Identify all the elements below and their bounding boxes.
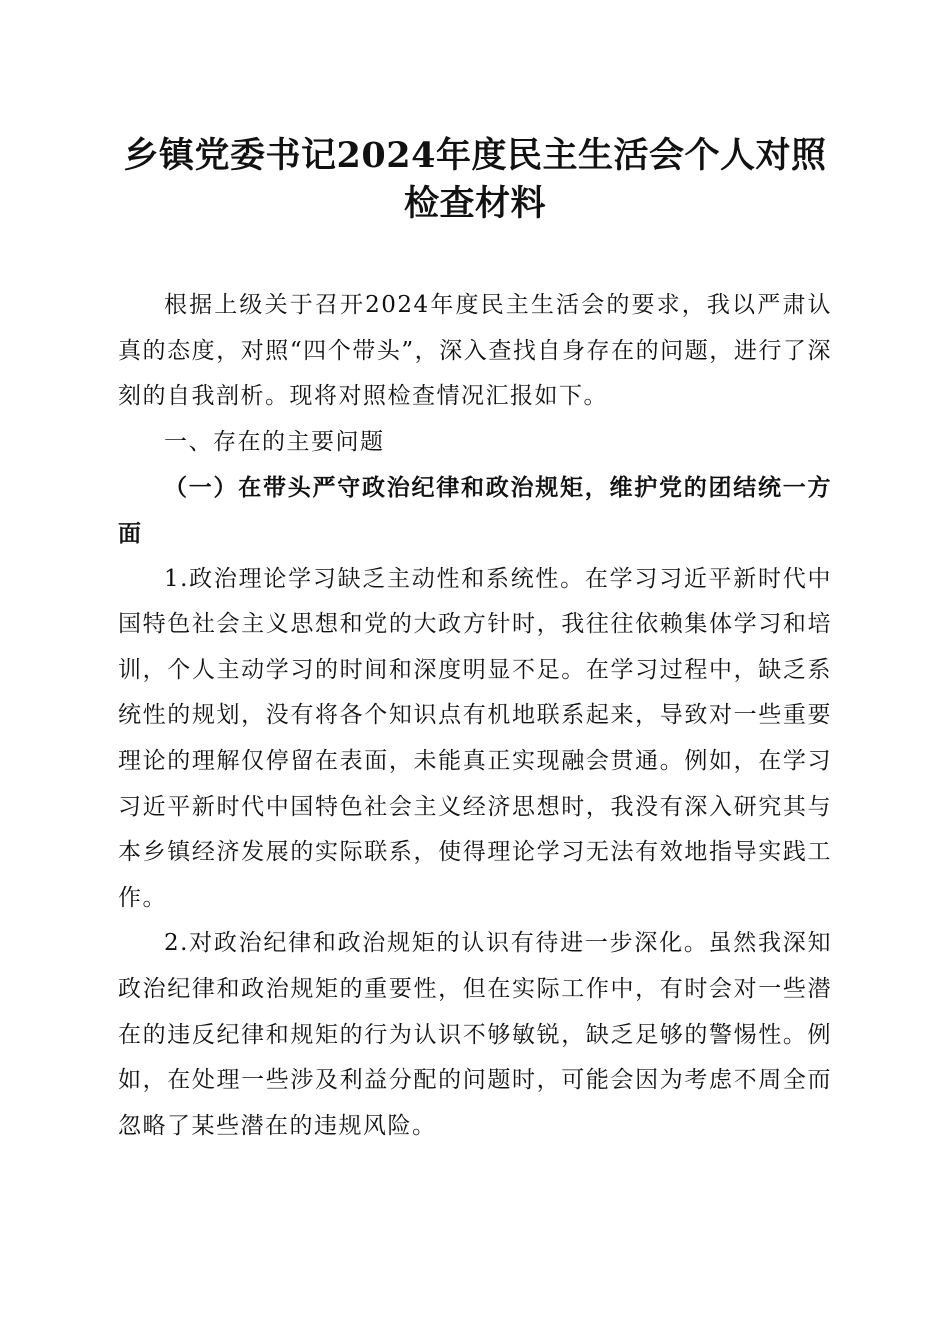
document-body <box>118 283 832 1149</box>
item-paragraph-2: 2.对政治纪律和政治规矩的认识有待进一步深化。虽然我深知政治纪律和政治规矩的重要性，但在实际工作中，有时会对一些潜在的违反纪律和规矩的行为认识不够敏锐，缺乏足够的警惕性。例如，在处理一些涉及利益分配的问题时，可能会因为考虑不周全而忽略了某些潜在的违规风险。 <box>118 930 832 1139</box>
item-paragraph-1: 1.政治理论学习缺乏主动性和系统性。在学习习近平新时代中国特色社会主义思想和党的大政方针时，我往往依赖集体学习和培训，个人主动学习的时间和深度明显不足。在学习过程中，缺乏系统性的规划，没有将各个知识点有机地联系起来，导致对一些重要理论的理解仅停留在表面，未能真正实现融会贯通。例如，在学习习近平新时代中国特色社会主义经济思想时，我没有深入研究其与本乡镇经济发展的实际联系，使得理论学习无法有效地指导实践工作。 <box>118 565 832 911</box>
title-line-1: 乡镇党委书记2024年度民主生活会个人对照 <box>123 135 827 176</box>
document-title <box>118 132 832 228</box>
section-heading-problems: 一、存在的主要问题 <box>164 428 385 455</box>
subsection-heading-political-discipline: （一）在带头严守政治纪律和政治规矩，维护党的团结统一方面 <box>118 474 832 547</box>
intro-paragraph: 根据上级关于召开2024年度民主生活会的要求，我以严肃认真的态度，对照“四个带头”，深入查找自身存在的问题，进行了深刻的自我剖析。现将对照检查情况汇报如下。 <box>118 292 832 410</box>
title-line-2: 检查材料 <box>403 183 546 224</box>
